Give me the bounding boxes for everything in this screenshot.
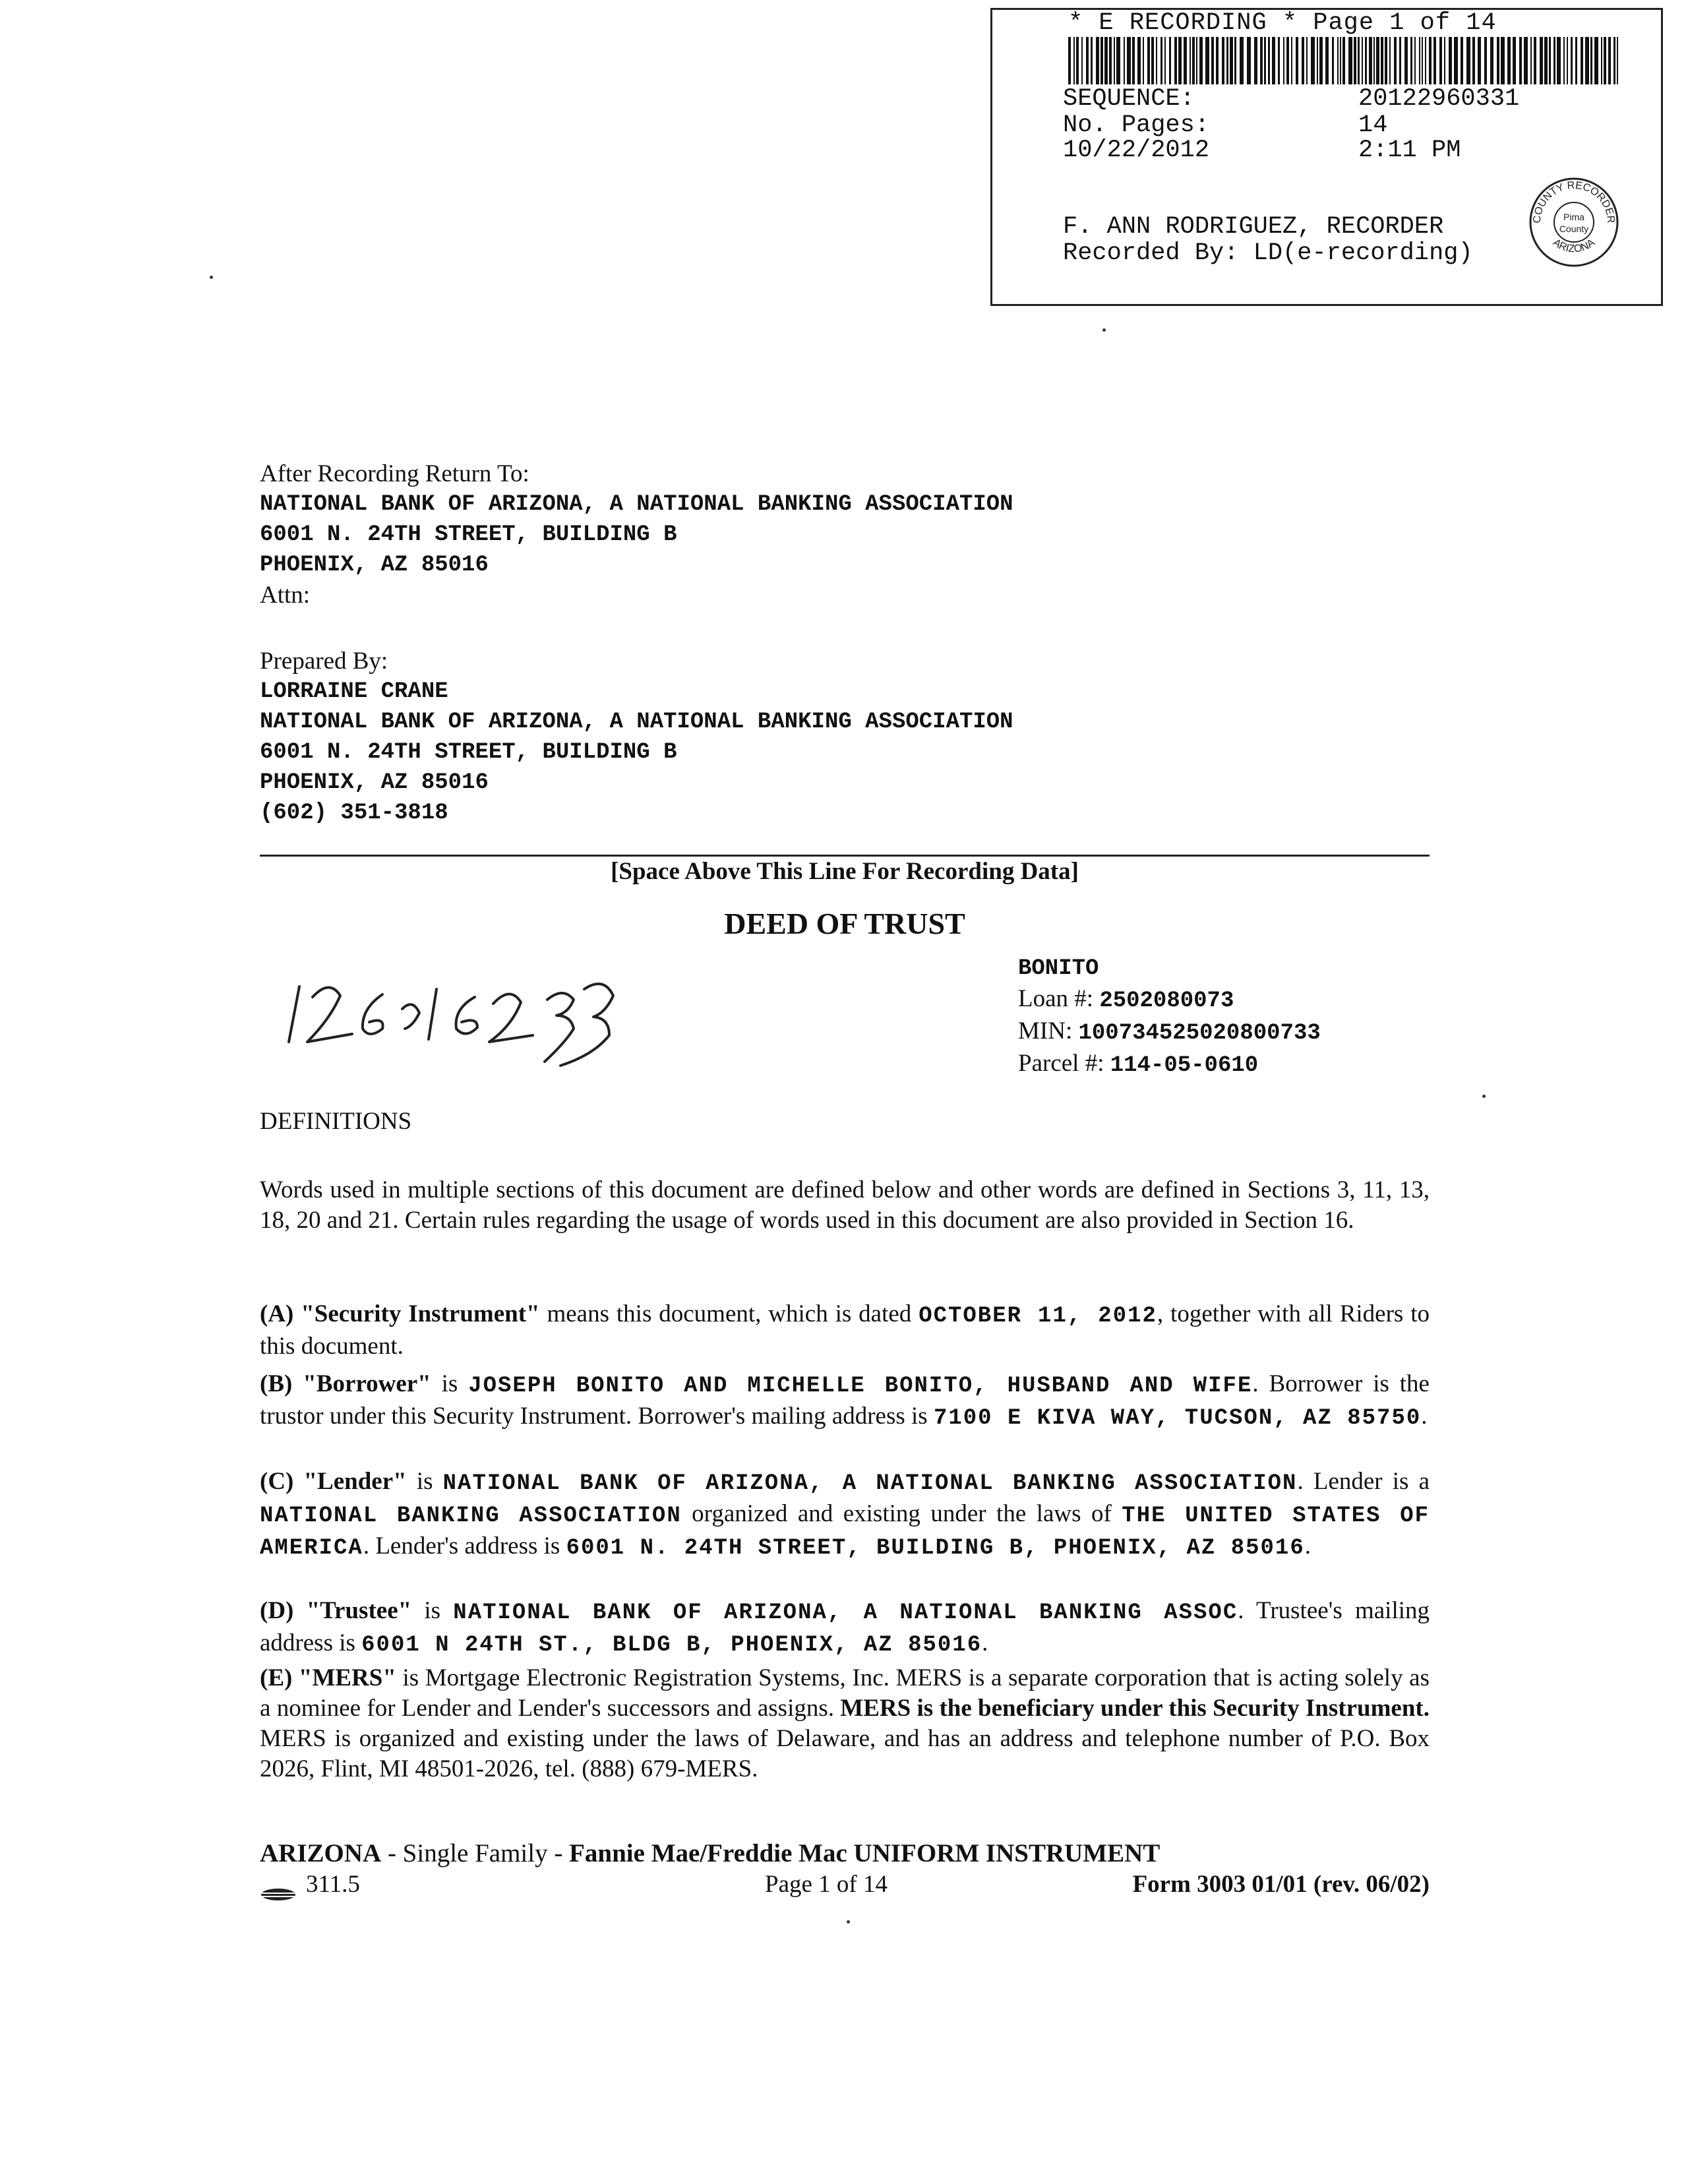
barcode-bar [1530, 37, 1532, 84]
definitions-heading: DEFINITIONS [260, 1108, 412, 1135]
barcode-bar [1268, 37, 1270, 84]
scan-speck [1102, 328, 1106, 332]
barcode-bar [1156, 37, 1157, 84]
sequence-label: SEQUENCE: [1063, 85, 1195, 113]
barcode-bar [1507, 37, 1511, 84]
barcode-bar [1354, 37, 1356, 84]
barcode-bar [1348, 37, 1352, 84]
definition-d [260, 1596, 1430, 1660]
barcode-bar [1091, 37, 1093, 84]
barcode-bar [1211, 37, 1214, 84]
barcode-bar [1317, 37, 1318, 84]
barcode-bar [1192, 37, 1195, 84]
recording-date: 10/22/2012 [1063, 136, 1210, 164]
barcode-bar [1174, 37, 1177, 84]
seal-bottom-text: ARIZONA [1551, 237, 1597, 255]
prepared-by-line: 6001 N. 24TH STREET, BUILDING B [260, 740, 677, 765]
barcode-bar [1196, 37, 1197, 84]
prepared-by-label: Prepared By: [260, 648, 388, 675]
barcode-bar [1567, 37, 1568, 84]
barcode-bar [1319, 37, 1323, 84]
borrower-names: JOSEPH BONITO AND MICHELLE BONITO, HUSBAND AND WIFE [468, 1374, 1253, 1399]
barcode-bar [1594, 37, 1598, 84]
definition-text: is [406, 1468, 443, 1495]
min-row [1018, 1016, 1321, 1048]
barcode-bar [1264, 37, 1266, 84]
barcode-bar [1365, 37, 1367, 84]
barcode-bar [1190, 37, 1191, 84]
form-footer-meta [260, 1870, 1430, 1900]
pages-value: 14 [1358, 111, 1388, 139]
barcode-bar [1076, 37, 1079, 84]
recorder-name: F. ANN RODRIGUEZ, RECORDER [1063, 213, 1444, 241]
barcode-bar [1544, 37, 1548, 84]
barcode-bar [1557, 37, 1561, 84]
barcode-bar [1490, 37, 1493, 84]
barcode-bar [1100, 37, 1103, 84]
definition-text: is [411, 1597, 454, 1624]
barcode-bar [1164, 37, 1166, 84]
recording-time: 2:11 PM [1358, 136, 1461, 164]
definition-b [260, 1369, 1430, 1434]
definition-text: means this document, which is dated [539, 1300, 919, 1327]
footer-type: - Single Family - [381, 1839, 570, 1867]
barcode-bar [1519, 37, 1522, 84]
parcel-value: 114-05-0610 [1110, 1053, 1259, 1078]
scan-speck [847, 1920, 850, 1924]
barcode-bar [1410, 37, 1412, 84]
barcode-bar [1358, 37, 1360, 84]
barcode-bar [1439, 37, 1442, 84]
definition-term: (B) "Borrower" [260, 1370, 431, 1397]
barcode-bar [1216, 37, 1219, 84]
barcode-bar [1449, 37, 1452, 84]
barcode-bar [1454, 37, 1458, 84]
prepared-by-line: LORRAINE CRANE [260, 679, 448, 704]
barcode-bar [1404, 37, 1408, 84]
barcode-bar [1381, 37, 1383, 84]
barcode-bar [1590, 37, 1592, 84]
barcode-bar [1272, 37, 1275, 84]
borrower-address: 7100 E KIVA WAY, TUCSON, AZ 85750 [933, 1406, 1422, 1431]
barcode-bar [1081, 37, 1083, 84]
barcode-bar [1283, 37, 1284, 84]
definitions-intro: Words used in multiple sections of this document are defined below and other words are defined in Sections 3, 11, 13, 18, 20 and 21. Certain rules regarding the usage of words used in this document are also provided in Section 16. [260, 1176, 1430, 1234]
return-to-line: 6001 N. 24TH STREET, BUILDING B [260, 522, 677, 547]
barcode-bar [1291, 37, 1292, 84]
barcode-bar [1433, 37, 1436, 84]
lender-laws: THE UNITED STATES OF AMERICA [260, 1503, 1430, 1561]
barcode-bar [1513, 37, 1516, 84]
definition-c [260, 1467, 1430, 1563]
barcode-bar [1151, 37, 1154, 84]
barcode-bar [1127, 37, 1131, 84]
barcode-bar [1553, 37, 1555, 84]
trustee-address: 6001 N 24TH ST., BLDG B, PHOENIX, AZ 85016 [361, 1633, 982, 1658]
barcode-bar [1184, 37, 1187, 84]
definition-text: . Lender is a [1297, 1468, 1430, 1495]
barcode-bar [1478, 37, 1481, 84]
definition-text: . [1304, 1532, 1311, 1560]
pages-label: No. Pages: [1063, 111, 1210, 139]
footer-brand: Fannie Mae/Freddie Mac UNIFORM INSTRUMENT [569, 1839, 1160, 1867]
barcode-bar [1230, 37, 1233, 84]
barcode-bar [1160, 37, 1162, 84]
definition-term: (C) "Lender" [260, 1468, 407, 1495]
barcode-bar [1086, 37, 1089, 84]
definition-a [260, 1299, 1430, 1362]
barcode-bar [1613, 37, 1615, 84]
recording-data-rule [260, 855, 1430, 857]
loan-number-value: 2502080073 [1099, 988, 1234, 1014]
barcode-bar [1178, 37, 1182, 84]
handwritten-reference-number [284, 963, 679, 1075]
lender-name: NATIONAL BANK OF ARIZONA, A NATIONAL BANKING ASSOCIATION [442, 1471, 1298, 1496]
barcode-bar [1394, 37, 1397, 84]
barcode-bar [1601, 37, 1602, 84]
form-footer-title [260, 1838, 1160, 1868]
footer-form-code [260, 1870, 360, 1898]
barcode-bar [1096, 37, 1099, 84]
barcode-bar [1205, 37, 1209, 84]
barcode-bar [1617, 37, 1618, 84]
barcode-bar [1302, 37, 1304, 84]
barcode-bar [1325, 37, 1329, 84]
barcode-bar [1222, 37, 1224, 84]
barcode-bar [1169, 37, 1171, 84]
definition-term: (D) "Trustee" [260, 1597, 412, 1624]
barcode-bar [1260, 37, 1263, 84]
sequence-value: 20122960331 [1358, 85, 1520, 113]
barcode-bar [1608, 37, 1611, 84]
barcode-bar [1337, 37, 1339, 84]
county-recorder-seal [1527, 175, 1621, 269]
definition-text: . Trustee's mailing address is [260, 1597, 1430, 1656]
document-title: DEED OF TRUST [724, 907, 965, 940]
barcode-bar [1306, 37, 1308, 84]
recording-data-caption: [Space Above This Line For Recording Data] [611, 858, 1079, 885]
barcode-bar [1286, 37, 1289, 84]
parcel-row [1018, 1048, 1321, 1081]
barcode-bar [1604, 37, 1606, 84]
barcode-bar [1563, 37, 1565, 84]
loan-number-row [1018, 984, 1321, 1016]
definition-text: is [431, 1370, 469, 1397]
barcode-bar [1332, 37, 1334, 84]
barcode-bar [1240, 37, 1244, 84]
barcode-bar [1501, 37, 1505, 84]
barcode-bar [1104, 37, 1108, 84]
definition-text: . [1421, 1403, 1428, 1430]
barcode-bar [1116, 37, 1120, 84]
return-to-block [260, 459, 1013, 611]
barcode-bar [1278, 37, 1280, 84]
barcode-bar [1422, 37, 1423, 84]
barcode-bar [1385, 37, 1387, 84]
barcode-bar [1247, 37, 1251, 84]
barcode-bar [1340, 37, 1341, 84]
barcode-bar [1068, 37, 1071, 84]
barcode-bar [1585, 37, 1589, 84]
barcode-bar [1425, 37, 1426, 84]
mers-beneficiary-statement: MERS is the beneficiary under this Security Instrument. [840, 1695, 1430, 1722]
definition-term: (E) "MERS" [260, 1664, 396, 1691]
barcode-bar [1137, 37, 1141, 84]
barcode-bar [1114, 37, 1115, 84]
parcel-label: Parcel #: [1018, 1050, 1110, 1077]
definition-text: MERS is organized and existing under the laws of Delaware, and has an address and telephone number of P.O. Box 2026, Flint, MI 48501-2026, tel. (888) 679-MERS. [260, 1725, 1430, 1782]
barcode-bar [1581, 37, 1583, 84]
barcode-bar [1362, 37, 1363, 84]
definition-text: organized and existing under the laws of [681, 1500, 1122, 1527]
barcode-bar [1254, 37, 1257, 84]
footer-page-number: Page 1 of 14 [765, 1871, 888, 1898]
barcode-bar [1399, 37, 1401, 84]
attn-label: Attn: [260, 582, 311, 609]
scan-speck [210, 276, 213, 279]
definition-text: . [982, 1629, 988, 1656]
barcode-bar [1497, 37, 1499, 84]
lender-type: NATIONAL BANKING ASSOCIATION [260, 1503, 682, 1529]
form-logo-icon [260, 1880, 297, 1893]
return-to-label: After Recording Return To: [260, 460, 529, 487]
barcode-bar [1575, 37, 1577, 84]
barcode-bar [1369, 37, 1372, 84]
barcode-bar [1376, 37, 1379, 84]
loan-number-label: Loan #: [1018, 985, 1100, 1012]
definition-text: . Lender's address is [363, 1532, 566, 1560]
recorded-by: Recorded By: LD(e-recording) [1063, 239, 1473, 267]
barcode-bar [1549, 37, 1551, 84]
prepared-by-block [260, 646, 1013, 828]
barcode-bar [1143, 37, 1144, 84]
seal-top-text: COUNTY RECORDER [1531, 179, 1617, 224]
barcode-bar [1296, 37, 1298, 84]
barcode-bar [1461, 37, 1463, 84]
lender-address: 6001 N. 24TH STREET, BUILDING B, PHOENIX, AZ 85016 [566, 1536, 1305, 1561]
barcode-bar [1199, 37, 1203, 84]
barcode-bar [1147, 37, 1150, 84]
barcode-bar [1484, 37, 1487, 84]
return-to-line: NATIONAL BANK OF ARIZONA, A NATIONAL BANKING ASSOCIATION [260, 492, 1013, 517]
trustee-name: NATIONAL BANK OF ARIZONA, A NATIONAL BANKING ASSOC [453, 1600, 1238, 1625]
barcode-bar [1234, 37, 1236, 84]
barcode-bar [1466, 37, 1470, 84]
seal-center-1: Pima [1563, 212, 1584, 222]
min-value: 100734525020800733 [1078, 1021, 1321, 1046]
prepared-by-line: NATIONAL BANK OF ARIZONA, A NATIONAL BANKING ASSOCIATION [260, 710, 1013, 735]
definition-e [260, 1663, 1430, 1784]
barcode-bar [1429, 37, 1432, 84]
footer-state: ARIZONA [260, 1839, 382, 1867]
recording-header: * E RECORDING * Page 1 of 14 [1068, 9, 1497, 37]
definition-text: , together with all Riders to this document. [260, 1300, 1430, 1360]
barcode-bar [1132, 37, 1135, 84]
security-instrument-date: OCTOBER 11, 2012 [919, 1304, 1157, 1329]
definition-text: . Borrower is the trustor under this Security Instrument. Borrower's mailing address is [260, 1370, 1430, 1430]
barcode-bar [1389, 37, 1391, 84]
min-label: MIN: [1018, 1017, 1079, 1045]
loan-info-block [1018, 954, 1321, 1081]
barcode-bar [1342, 37, 1345, 84]
barcode-bar [1311, 37, 1315, 84]
barcode-bar [1444, 37, 1445, 84]
barcode-bar [1414, 37, 1416, 84]
barcode-bar [1571, 37, 1573, 84]
barcode-bar [1373, 37, 1375, 84]
form-code-number: 311.5 [306, 1871, 360, 1898]
barcode-bar [1524, 37, 1528, 84]
borrower-surname: BONITO [1018, 956, 1099, 981]
barcode-bar [1534, 37, 1536, 84]
barcode [1068, 37, 1621, 84]
barcode-bar [1226, 37, 1228, 84]
barcode-bar [1540, 37, 1543, 84]
barcode-bar [1073, 37, 1075, 84]
return-to-line: PHOENIX, AZ 85016 [260, 553, 489, 578]
seal-center-2: County [1559, 224, 1589, 234]
prepared-by-line: (602) 351-3818 [260, 801, 448, 826]
footer-form-number: Form 3003 01/01 (rev. 06/02) [1132, 1871, 1430, 1898]
definition-term: (A) "Security Instrument" [260, 1300, 540, 1327]
prepared-by-line: PHOENIX, AZ 85016 [260, 770, 489, 795]
barcode-bar [1419, 37, 1420, 84]
definition-text: is Mortgage Electronic Registration Systems, Inc. MERS is a separate corporation that is acting solely as a nominee for Lender and Lender's successors and assigns. [260, 1664, 1430, 1722]
barcode-bar [1472, 37, 1475, 84]
scan-speck [1482, 1095, 1486, 1098]
barcode-bar [1109, 37, 1112, 84]
barcode-bar [1124, 37, 1125, 84]
